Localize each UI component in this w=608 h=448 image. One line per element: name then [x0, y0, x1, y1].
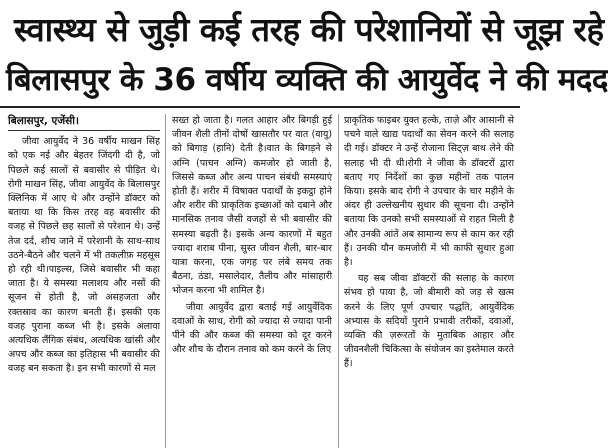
column-separator	[338, 114, 339, 448]
paragraph: जीवा आयुर्वेद ने 36 वर्षीय माखन सिंह को एक नई और बेहतर जिंदगी दी है, जो पिछले कई सालों से बवासीर से पीड़ित थे। रोगी माखन सिंह, जीवा आयुर्वेद के बिलासपुर क्लिनिक में आए थे और उन्होंने डॉक्टर को बताया था कि किस तरह वह बवासीर की वजह से पिछले छह सालों से परेशान थे। उन्हें तेज दर्द, शौच जाने में परेशानी के साथ-साथ उठने-बैठने और चलने में भी तकलीफ़ महसूस हो रही थी।पाइल्स, जिसे बवासीर भी कहा जाता है। ये समस्या मलाशय और नसों की सूजन से होती है, जो असहजता और रक्तस्राव का कारण बनती हैं। इसकी एक वजह पुराना कब्ज भी है। इसके अलावा अत्यधिक लैंगिक संबंध, अत्यधिक खांसी और अपच और कब्ज का इतिहास भी बवासीर की वजह बन सकता है। इन सभी कारणों से मल	[8, 136, 160, 375]
paragraph: सख्त हो जाता है। गलत आहार और बिगड़ी हुई जीवन शैली तीनों दोषों खासतौर पर वात (वायु) को बिगाड़ (हानि) देती है।वात के बिगड़ने से अग्नि (पाचन अग्नि) कमजोर हो जाती है, जिससे कब्ज और अन्य पाचन संबंधी समस्याएं होती हैं। शरीर में विषाक्त पदार्थों के इकट्ठा होने और शरीर की प्राकृतिक इच्छाओं को दबाने और मानसिक तनाव जैसी वजहों से भी बवासीर की समस्या बढ़ती है। इसके अन्य कारणों में बहुत ज्यादा शराब पीना, सुस्त जीवन शैली, बार-बार यात्रा करना, एक जगह पर लंबे समय तक बैठना, ठंडा, मसालेदार, तैलीय और मांसाहारी भोजन करना भी शामिल है।	[172, 115, 332, 297]
article-column-3	[344, 114, 514, 448]
headline-line-1: स्वास्थ्य से जुड़ी कई तरह की परेशानियों से जूझ रहे	[14, 10, 604, 49]
paragraph: प्राकृतिक फाइबर युक्त हल्के, ताज़े और आसानी से पचने वाले खाद्य पदार्थों का सेवन करने की सलाह दी गई। डॉक्टर ने उन्हें रोजाना सिट्ज़ बाथ लेने की सलाह भी दी थी।रोगी ने जीवा के डॉक्टरों द्वारा बताए गए निर्देशों का कुछ महीनों तक पालन किया। इसके बाद रोगी ने उपचार के चार महीने के अंदर ही उल्लेखनीय सुधार की सूचना दी। उन्होंने बताया कि उनको सभी समस्याओं से राहत मिली है और उनकी आंतें अब सामान्य रूप से काम कर रही हैं। उनकी यौन कमजोरी में भी काफी सुधार हुआ है।	[344, 115, 514, 269]
headline-rule	[0, 106, 520, 108]
headline-line-2: बिलासपुर के 36 वर्षीय व्यक्ति की आयुर्वेद ने की मदद	[6, 62, 608, 98]
article-column-2	[172, 114, 332, 448]
column-separator	[165, 114, 166, 448]
paragraph: जीवा आयुर्वेद द्वारा बताई गई आयुर्वेदिक दवाओं के साथ, रोगी को ज्यादा से ज्यादा पानी पीने की और कब्ज की समस्या को दूर करने और शौच के दौरान तनाव को कम करने के लिए	[172, 301, 332, 356]
dateline: बिलासपुर, एजेंसी।	[8, 114, 160, 131]
article-column-1	[8, 114, 160, 448]
paragraph: यह सब जीवा डॉक्टरों की सलाह के कारण संभव हो पाया है, जो बीमारी को जड़ से खत्म करने के लिए पूर्ण उपचार पद्धति, आयुर्वेदिक अभ्यास के सदियों पुराने प्रभावी तरीकों, दवाओं, व्यक्ति की ज़रूरतों के मुताबिक आहार और जीवनशैली चिकित्सा के संयोजन का इस्तेमाल करते हैं।	[344, 273, 514, 370]
